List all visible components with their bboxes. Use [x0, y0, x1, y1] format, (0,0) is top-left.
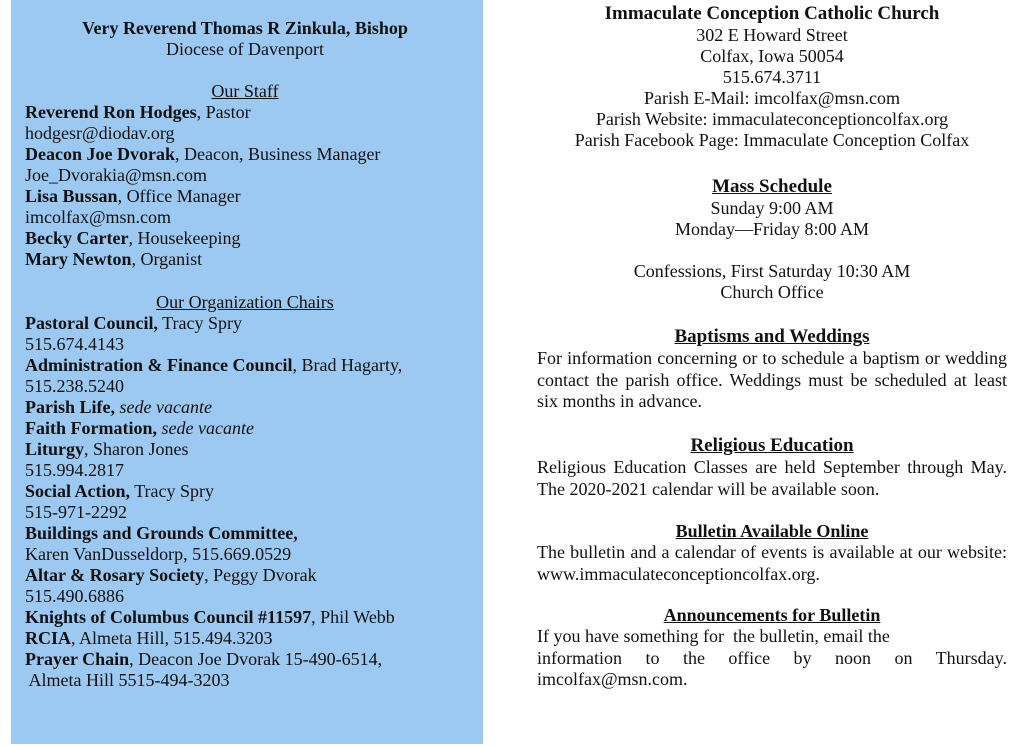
facebook-line: Parish Facebook Page: Immaculate Conception Colfax — [574, 130, 970, 150]
mass-time: Sunday 9:00 AM — [710, 198, 834, 218]
confessions-section — [537, 261, 1007, 303]
church-header — [537, 3, 1007, 151]
staff-item: Mary Newton, Organist — [25, 249, 203, 269]
baptisms-text: For information concerning or to schedule a baptism or wedding contact the parish office. Weddings must be scheduled at least six months in advance. — [537, 348, 1007, 411]
announcements-line: imcolfax@msn.com. — [537, 669, 688, 689]
religious-education-section — [537, 435, 1007, 500]
address-line: 302 E Howard Street — [696, 25, 848, 45]
email-line: Parish E-Mail: imcolfax@msn.com — [643, 88, 901, 108]
chair-item: Altar & Rosary Society, Peggy Dvorak — [25, 565, 317, 585]
website-line: Parish Website: immaculateconceptioncolfax.org — [595, 109, 949, 129]
address-line: Colfax, Iowa 50054 — [700, 46, 844, 66]
staff-list — [25, 102, 465, 270]
chair-item: Parish Life, sede vacante — [25, 397, 212, 417]
church-name: Immaculate Conception Catholic Church — [604, 3, 940, 24]
baptisms-section — [537, 326, 1007, 413]
staff-item: Becky Carter, Housekeeping — [25, 228, 241, 248]
chair-contact: 515.674.4143 — [25, 334, 124, 354]
bulletin-online-text: The bulletin and a calendar of events is available at our website: www.immaculateconceptioncolfax.org. — [537, 542, 1007, 584]
staff-contact: imcolfax@msn.com — [25, 207, 172, 227]
chairs-heading: Our Organization Chairs — [156, 292, 334, 312]
confession-time: Confessions, First Saturday 10:30 AM — [633, 261, 911, 281]
chair-contact: 515.994.2817 — [25, 460, 124, 480]
chair-contact: 515.490.6886 — [25, 586, 124, 606]
chair-item: Buildings and Grounds Committee, — [25, 523, 298, 543]
chair-contact: Karen VanDusseldorp, 515.669.0529 — [25, 544, 292, 564]
chair-contact: 515.238.5240 — [25, 376, 124, 396]
announcements-line: information to the office by noon on Thursday. — [537, 647, 1007, 668]
baptisms-heading: Baptisms and Weddings — [674, 326, 870, 347]
staff-item: Lisa Bussan, Office Manager — [25, 186, 241, 206]
bulletin-online-heading: Bulletin Available Online — [675, 521, 869, 541]
chair-item: Liturgy, Sharon Jones — [25, 439, 189, 459]
mass-schedule-section — [537, 176, 1007, 240]
mass-time: Monday—Friday 8:00 AM — [674, 219, 869, 239]
left-column-panel — [11, 0, 483, 744]
mass-schedule-heading: Mass Schedule — [712, 176, 832, 197]
chair-item: RCIA, Almeta Hill, 515.494.3203 — [25, 628, 273, 648]
staff-item: Deacon Joe Dvorak, Deacon, Business Manager — [25, 144, 381, 164]
announcements-section — [537, 604, 1007, 691]
announcements-line: If you have something for the bulletin, email the — [537, 626, 890, 646]
chair-contact: 515-971-2292 — [25, 502, 127, 522]
chairs-list — [25, 313, 465, 691]
staff-contact: hodgesr@diodav.org — [25, 123, 175, 143]
chair-contact: Almeta Hill 5515-494-3203 — [25, 670, 230, 690]
staff-heading: Our Staff — [211, 81, 279, 101]
phone-line: 515.674.3711 — [722, 67, 822, 87]
chair-item: Faith Formation, sede vacante — [25, 418, 254, 438]
bishop-name: Very Reverend Thomas R Zinkula, Bishop — [82, 18, 408, 38]
chair-item: Social Action, Tracy Spry — [25, 481, 215, 501]
chair-item: Pastoral Council, Tracy Spry — [25, 313, 243, 333]
confession-location: Church Office — [720, 282, 824, 302]
bulletin-online-section — [537, 520, 1007, 585]
chair-item: Prayer Chain, Deacon Joe Dvorak 15-490-6514, — [25, 649, 383, 669]
announcements-heading: Announcements for Bulletin — [663, 605, 881, 625]
religious-education-heading: Religious Education — [690, 435, 854, 456]
staff-item: Reverend Ron Hodges, Pastor — [25, 102, 251, 122]
chair-item: Administration & Finance Council, Brad Hagarty, — [25, 355, 403, 375]
diocese-name: Diocese of Davenport — [166, 39, 324, 59]
chair-item: Knights of Columbus Council #11597, Phil Webb — [25, 607, 395, 627]
religious-education-text: Religious Education Classes are held September through May. The 2020-2021 calendar will be available soon. — [537, 457, 1007, 499]
staff-contact: Joe_Dvorakia@msn.com — [25, 165, 208, 185]
